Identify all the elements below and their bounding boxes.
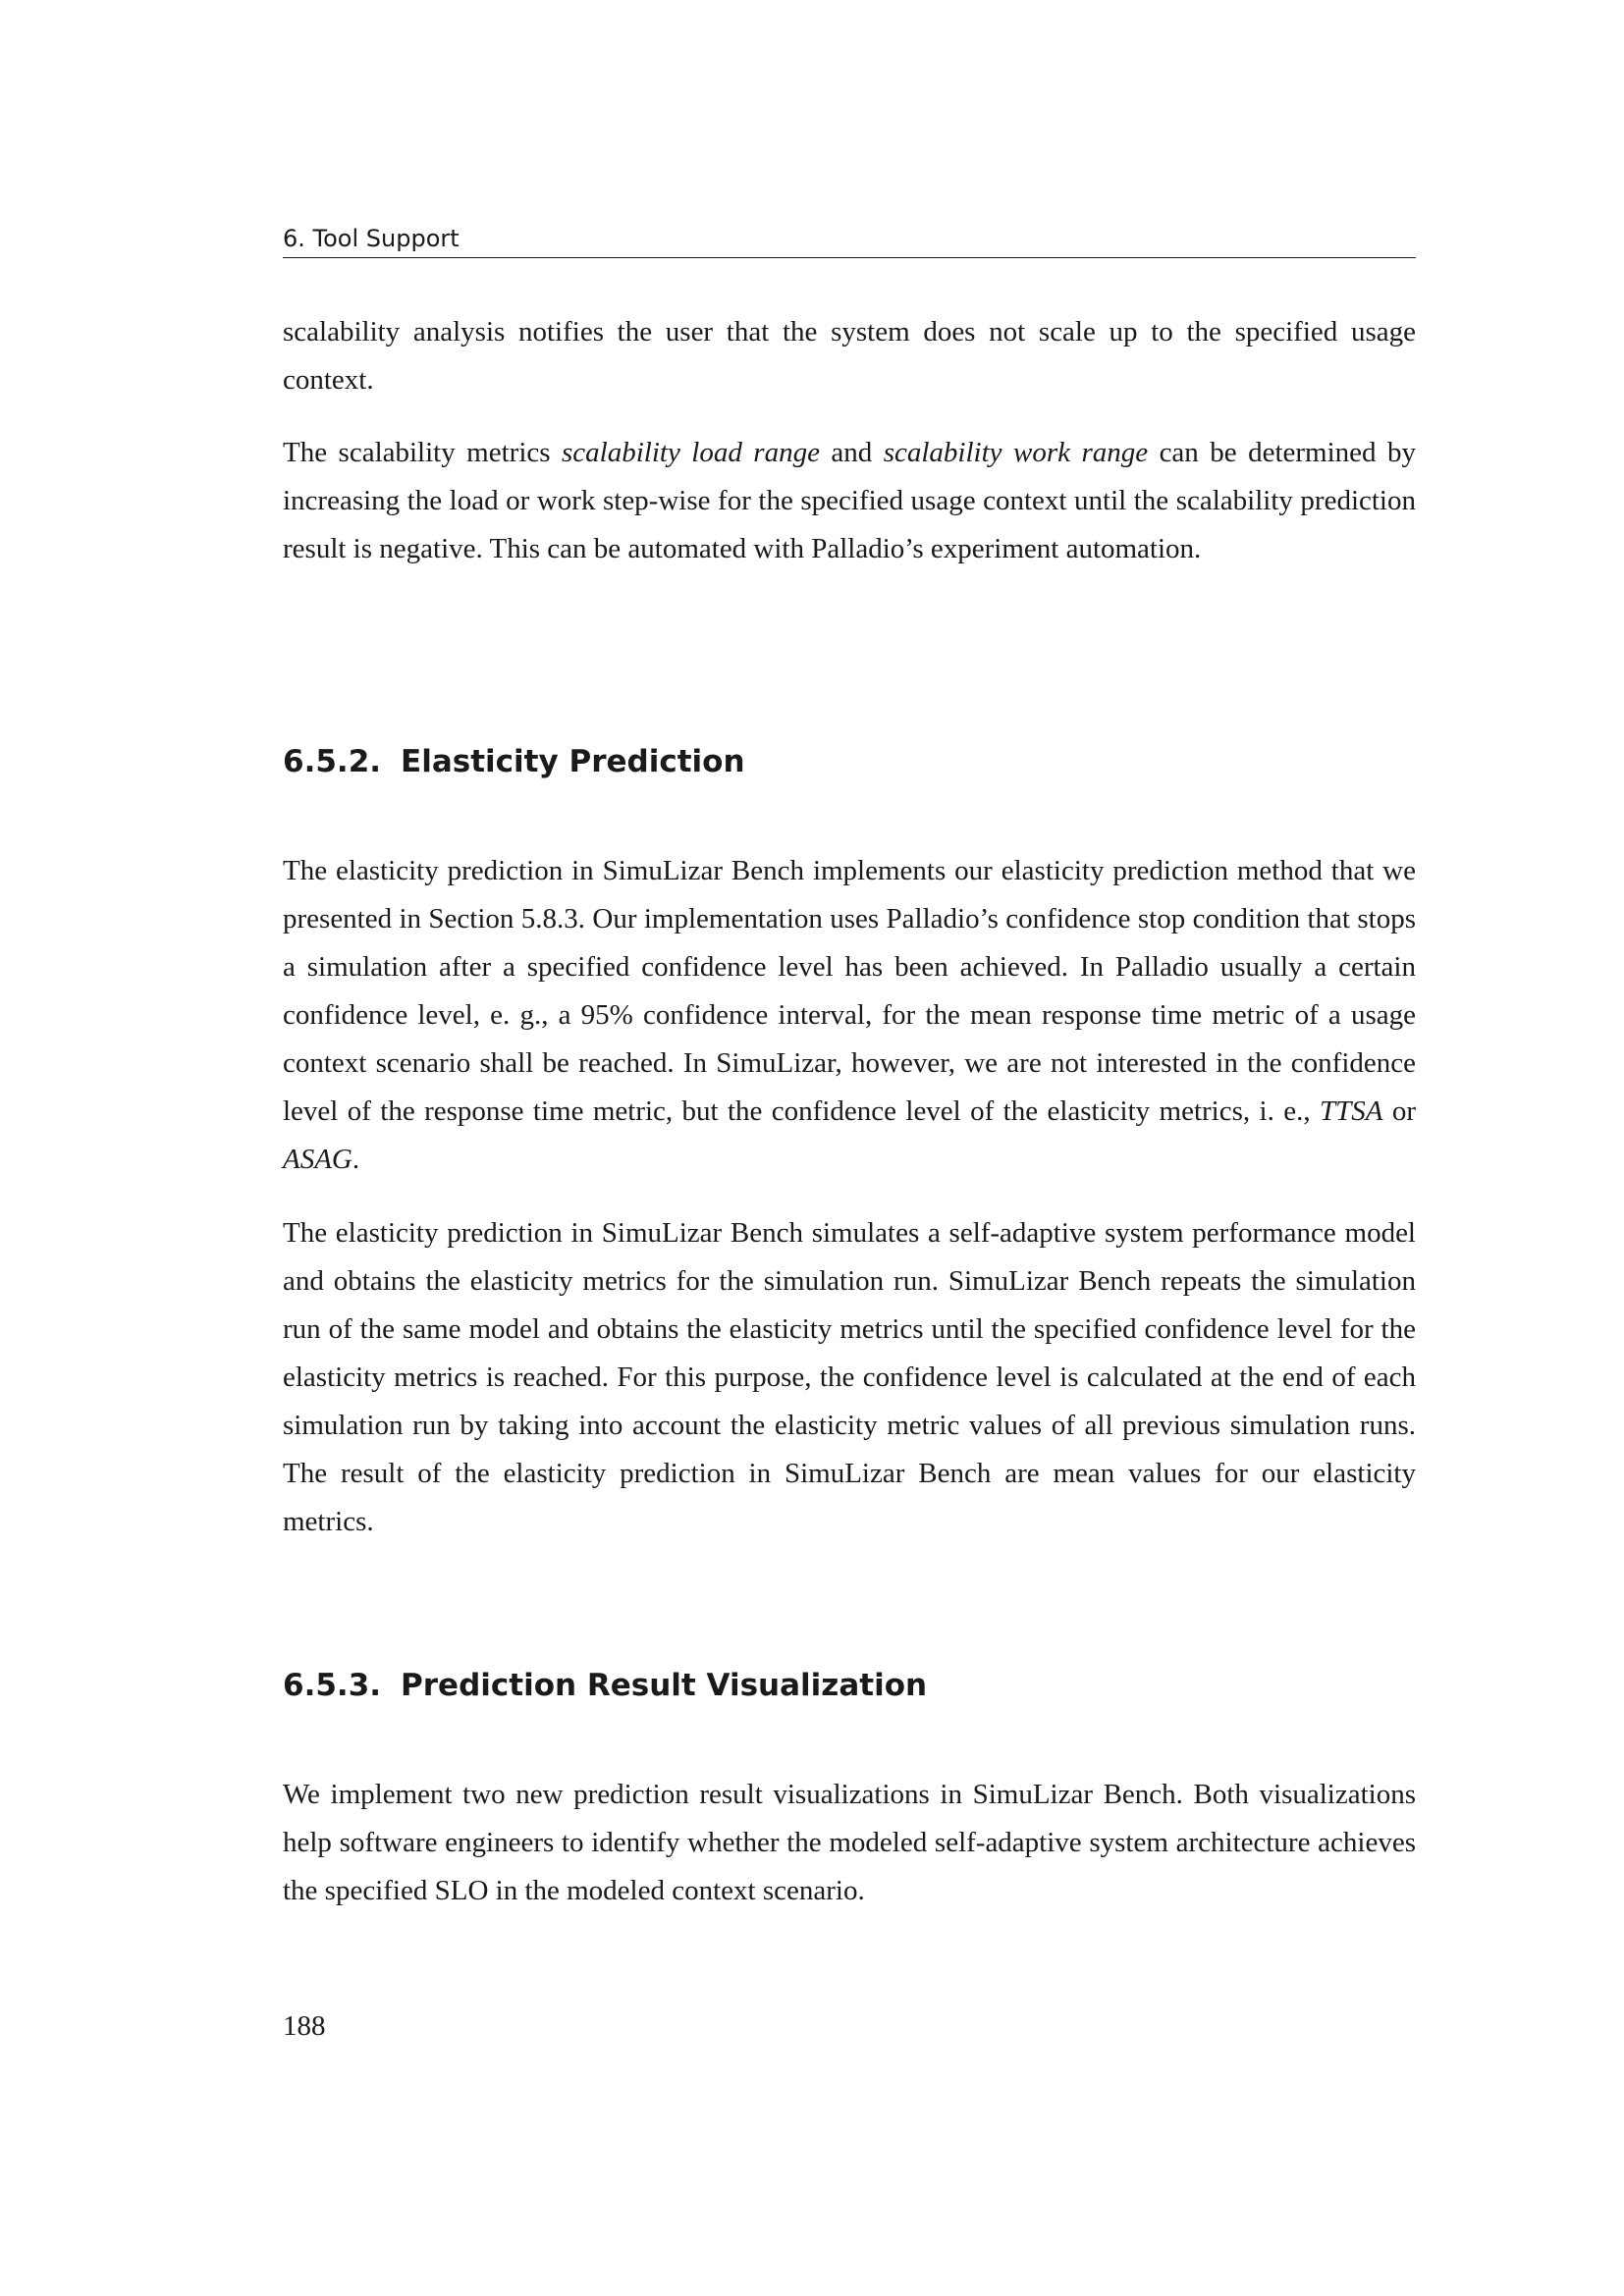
paragraph-elasticity-prediction-method xyxy=(283,847,1416,1184)
section-title: Prediction Result Visualization xyxy=(401,1668,928,1703)
section-heading-elasticity-prediction xyxy=(283,742,1416,781)
running-header: 6. Tool Support xyxy=(283,225,460,252)
paragraph-visualizations: We implement two new prediction result visualizations in SimuLizar Bench. Both visualizations help software engineers to identify whether the modeled self-adaptive system architecture achieves the specified SLO in the modeled context scenario. xyxy=(283,1779,1416,1906)
section-number: 6.5.3. xyxy=(283,1668,382,1703)
metric-ttsa: TTSA xyxy=(1319,1095,1383,1127)
text-run: or xyxy=(1382,1095,1416,1127)
section-number: 6.5.2. xyxy=(283,744,382,779)
term-scalability-work-range: scalability work range xyxy=(883,437,1149,468)
paragraph-elasticity-simulation: The elasticity prediction in SimuLizar Bench simulates a self-adaptive system performance model and obtains the elasticity metrics for the simulation run. SimuLizar Bench repeats the simulation run of the same model and obtains the elasticity metrics until the specified confidence level for the elasticity metrics is reached. For this purpose, the confidence level is calculated at the end of each simulation run by taking into account the elasticity metric values of all previous simulation runs. The result of the elasticity prediction in SimuLizar Bench are mean values for our elasticity metrics. xyxy=(283,1217,1416,1537)
section-heading-prediction-result-visualization xyxy=(283,1666,1416,1705)
text-run: and xyxy=(819,437,884,468)
paragraph-scalability-metrics xyxy=(283,429,1416,573)
text-run: The elasticity prediction in SimuLizar Bench implements our elasticity prediction method that we presented in Section 5.8.3. Our implementation uses Palladio’s confidence stop condition that stops a simulation after a specified confidence level has been achieved. In Palladio usually a certain confidence level, e. g., a 95% confidence interval, for the mean response time metric of a usage context scenario shall be reached. In SimuLizar, however, we are not interested in the confidence level of the response time metric, but the confidence level of the elasticity metrics, i. e., xyxy=(283,855,1416,1127)
section-title: Elasticity Prediction xyxy=(401,744,745,779)
text-run: . xyxy=(352,1144,360,1175)
header-rule xyxy=(283,257,1416,258)
text-run: The scalability metrics xyxy=(283,437,562,468)
term-scalability-load-range: scalability load range xyxy=(562,437,820,468)
page-number: 188 xyxy=(283,2010,326,2042)
text-run: can be determined by increasing the load or work step-wise for the specified usage context until the scalability prediction result is negative. This can be automated with Palladio’s experiment automation. xyxy=(283,437,1416,564)
metric-asag: ASAG xyxy=(283,1144,352,1175)
paragraph-scalability-notification: scalability analysis notifies the user that the system does not scale up to the specified usage context. xyxy=(283,316,1416,396)
